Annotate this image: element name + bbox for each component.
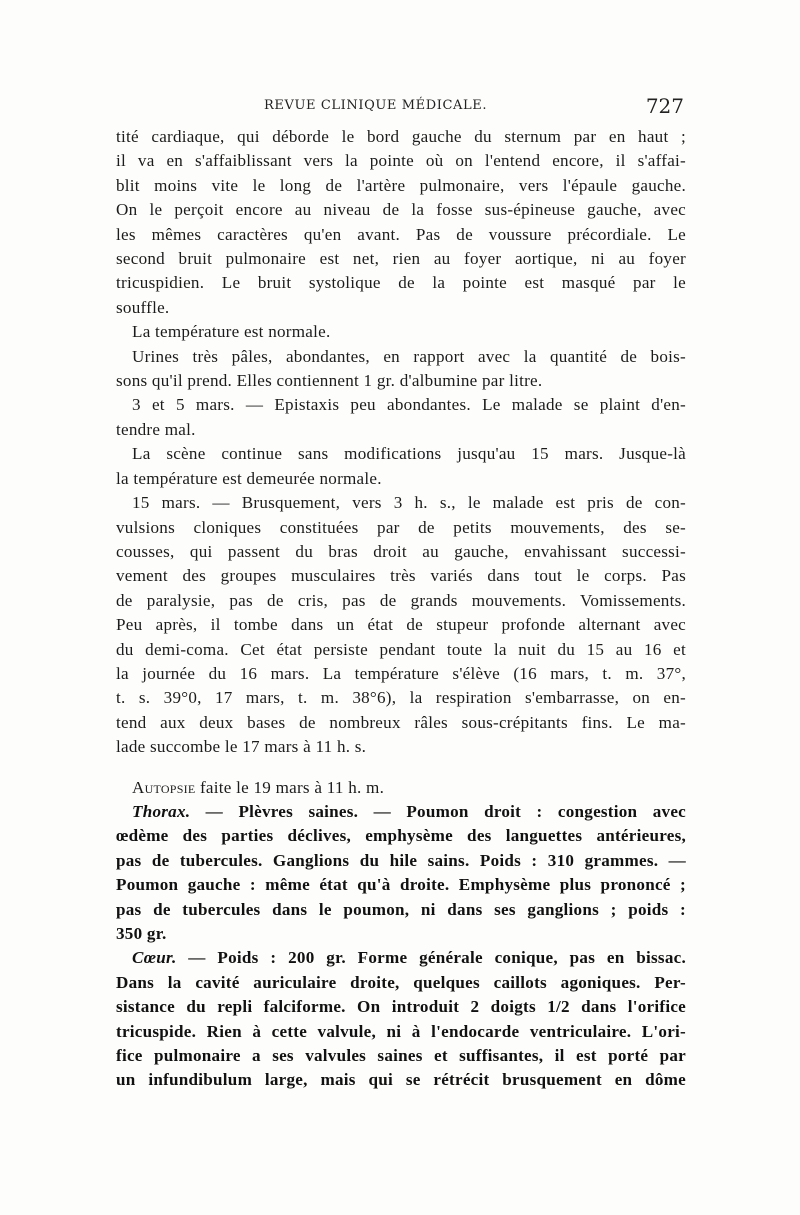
text-line: 3 et 5 mars. — Epistaxis peu abondantes. Le malade se plaint d'en-: [132, 395, 686, 415]
paragraph-thorax: [116, 800, 686, 946]
text-line: vulsions cloniques constituées par de petits mouvements, des se-: [116, 517, 686, 537]
text-line: Poumon gauche : même état qu'à droite. Emphysème plus prononcé ;: [116, 875, 686, 895]
paragraph-coeur: [116, 946, 686, 1092]
text-line: La scène continue sans modifications jusqu'au 15 mars. Jusque-là: [132, 444, 686, 464]
thorax-label: Thorax.: [132, 801, 191, 821]
text-line: fice pulmonaire a ses valvules saines et suffisantes, il est porté par: [116, 1046, 686, 1066]
text-line: Dans la cavité auriculaire droite, quelques caillots agoniques. Per-: [116, 972, 686, 992]
text-line: un infundibulum large, mais qui se rétrécit brusquement en dôme: [116, 1070, 686, 1090]
paragraph-until-march-15: [116, 442, 686, 491]
coeur-label: Cœur.: [132, 948, 177, 968]
paragraph-cardiac-exam: [116, 125, 686, 320]
text-line: second bruit pulmonaire est net, rien au foyer aortique, ni au foyer: [116, 249, 686, 269]
text-line: il va en s'affaiblissant vers la pointe où on l'entend encore, il s'affai-: [116, 151, 686, 171]
text-line: pas de tubercules dans le poumon, ni dans ses ganglions ; poids :: [116, 899, 686, 919]
text-line: tricuspidien. Le bruit systolique de la pointe est masqué par le: [116, 273, 686, 293]
autopsy-text: faite le 19 mars à 11 h. m.: [195, 777, 385, 797]
page-number: 727: [645, 94, 684, 118]
autopsy-label: Autopsie: [132, 777, 196, 797]
text-line: la température est demeurée normale.: [116, 468, 382, 488]
text-line: tendre mal.: [116, 419, 196, 439]
thorax-first-line: — Plèvres saines. — Poumon droit : congestion avec: [190, 801, 686, 821]
coeur-first-line: — Poids : 200 gr. Forme générale conique, pas en bissac.: [176, 948, 686, 968]
text-line: de paralysie, pas de cris, pas de grands mouvements. Vomissements.: [116, 590, 686, 610]
text-line: 350 gr.: [116, 924, 167, 943]
page-header: [118, 94, 684, 122]
running-head: REVUE CLINIQUE MÉDICALE.: [264, 98, 488, 113]
text-line: sons qu'il prend. Elles contiennent 1 gr. d'albumine par litre.: [116, 371, 543, 391]
text-line: souffle.: [116, 297, 170, 317]
paragraph-march-15: [116, 491, 686, 759]
text-line: [116, 946, 686, 970]
text-line: pas de tubercules. Ganglions du hile sains. Poids : 310 grammes. —: [116, 850, 686, 870]
paragraph-autopsy: [116, 776, 686, 800]
paragraph-march-3-5: [116, 393, 686, 442]
text-line: [116, 800, 686, 824]
text-line: sistance du repli falciforme. On introduit 2 doigts 1/2 dans l'orifice: [116, 997, 686, 1017]
body-text: [116, 125, 686, 1093]
text-line: les mêmes caractères qu'en avant. Pas de voussure précordiale. Le: [116, 224, 686, 244]
text-line: œdème des parties déclives, emphysème des languettes antérieures,: [116, 826, 686, 846]
text-line: [116, 776, 686, 800]
text-line: tend aux deux bases de nombreux râles sous-crépitants fins. Le ma-: [116, 712, 686, 732]
text-line: tité cardiaque, qui déborde le bord gauche du sternum par en haut ;: [116, 127, 686, 146]
section-gap: [116, 760, 686, 776]
text-line: 15 mars. — Brusquement, vers 3 h. s., le malade est pris de con-: [132, 493, 686, 513]
text-line: Urines très pâles, abondantes, en rapport avec la quantité de bois-: [132, 346, 686, 366]
text-line: la journée du 16 mars. La température s'élève (16 mars, t. m. 37°,: [116, 663, 686, 683]
text-line: On le perçoit encore au niveau de la fosse sus-épineuse gauche, avec: [116, 200, 686, 220]
text-line: La température est normale.: [132, 322, 331, 342]
text-line: t. s. 39°0, 17 mars, t. m. 38°6), la respiration s'embarrasse, on en-: [116, 688, 686, 708]
text-line: du demi-coma. Cet état persiste pendant toute la nuit du 15 au 16 et: [116, 639, 686, 659]
paragraph-temperature: [116, 320, 686, 344]
text-line: blit moins vite le long de l'artère pulmonaire, vers l'épaule gauche.: [116, 175, 686, 195]
text-line: lade succombe le 17 mars à 11 h. s.: [116, 737, 367, 757]
text-line: tricuspide. Rien à cette valvule, ni à l'endocarde ventriculaire. L'ori-: [116, 1021, 686, 1041]
text-line: vement des groupes musculaires très variés dans tout le corps. Pas: [116, 566, 686, 586]
text-line: Peu après, il tombe dans un état de stupeur profonde alternant avec: [116, 615, 686, 635]
text-line: cousses, qui passent du bras droit au gauche, envahissant successi-: [116, 541, 686, 561]
paragraph-urines: [116, 345, 686, 394]
